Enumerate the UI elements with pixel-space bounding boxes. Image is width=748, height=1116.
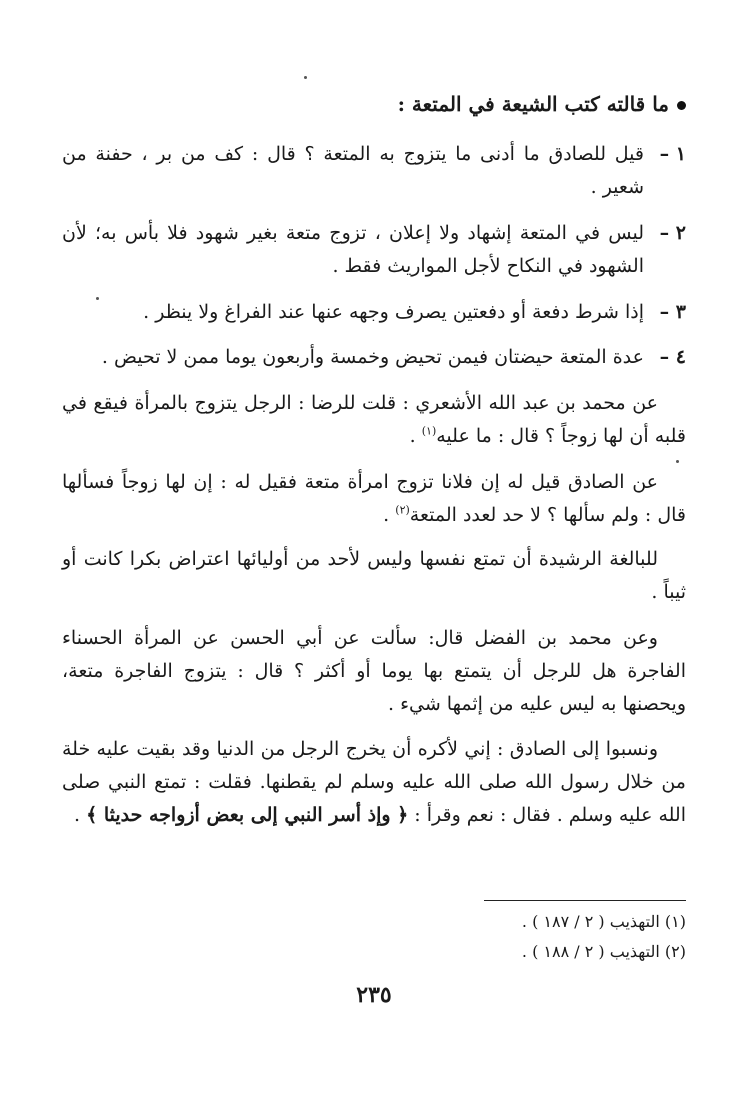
paragraph (62, 466, 686, 532)
item-number: ١ – (659, 143, 686, 165)
footnote-ref: (٢) (395, 503, 410, 517)
paragraph (62, 387, 686, 453)
footnote: (١) التهذيب ( ٢ / ١٨٧ ) . (521, 912, 686, 931)
item-text: عدة المتعة حيضتان فيمن تحيض وخمسة وأربعون يوما ممن لا تحيض . (101, 346, 644, 368)
paragraph-text: عن محمد بن عبد الله الأشعري : قلت للرضا : الرجل يتزوج بالمرأة فيقع في قلبه أن لها زوجاً ؟ قال : ما عليه (62, 392, 686, 447)
section-heading (62, 88, 686, 121)
heading-text: ما قالته كتب الشيعة في المتعة : (397, 92, 669, 116)
item-number: ٣ – (659, 301, 686, 323)
bullet-icon (677, 101, 686, 110)
footnote-divider (484, 900, 686, 901)
paragraph-text: للبالغة الرشيدة أن تمتع نفسها وليس لأحد من أوليائها اعتراض بكرا كانت أو ثيباً . (62, 548, 686, 603)
paragraph-end: . (383, 504, 396, 526)
paragraph (62, 622, 686, 721)
print-speck (304, 76, 307, 79)
list-item (62, 296, 686, 329)
item-text: ليس في المتعة إشهاد ولا إعلان ، تزوج متعة بغير شهود فلا بأس به؛ لأن الشهود في النكاح لأجل المواريث فقط . (62, 222, 644, 277)
quran-quote: ﴿ وإذ أسر النبي إلى بعض أزواجه حديثا ﴾ (86, 804, 409, 826)
page-number: ٢٣٥ (356, 982, 392, 1008)
list-item (62, 217, 686, 283)
item-number: ٢ – (659, 222, 686, 244)
item-text: قيل للصادق ما أدنى ما يتزوج به المتعة ؟ قال : كف من بر ، حفنة من شعير . (62, 143, 644, 198)
paragraph-text: عن الصادق قيل له إن فلانا تزوج امرأة متعة فقيل له : إن لها زوجاً فسألها قال : ولم سألها ؟ لا حد لعدد المتعة (62, 471, 686, 526)
paragraph-text: وعن محمد بن الفضل قال: سألت عن أبي الحسن عن المرأة الحسناء الفاجرة هل للرجل أن يتمتع بها يوما أو أكثر ؟ قال : يتزوج الفاجرة متعة، ويحصنها به ليس عليه من إثمها شيء . (62, 627, 686, 715)
list-item (62, 341, 686, 374)
paragraph-text: ونسبوا إلى الصادق : إني لأكره أن يخرج الرجل من الدنيا وقد بقيت عليه خلة من خلال رسول الله صلى الله عليه وسلم لم يقطنها. فقلت : تمتع النبي صلى الله عليه وسلم . فقال : نعم وقرأ : (62, 738, 686, 826)
paragraph-end: . (409, 425, 422, 447)
list-item (62, 138, 686, 204)
item-number: ٤ – (659, 346, 686, 368)
footnote: (٢) التهذيب ( ٢ / ١٨٨ ) . (521, 942, 686, 961)
paragraph (62, 733, 686, 832)
paragraph (62, 543, 686, 609)
print-speck (676, 460, 679, 463)
item-text: إذا شرط دفعة أو دفعتين يصرف وجهه عنها عند الفراغ ولا ينظر . (143, 301, 644, 323)
paragraph-end: . (74, 804, 87, 826)
footnote-ref: (١) (421, 424, 437, 438)
